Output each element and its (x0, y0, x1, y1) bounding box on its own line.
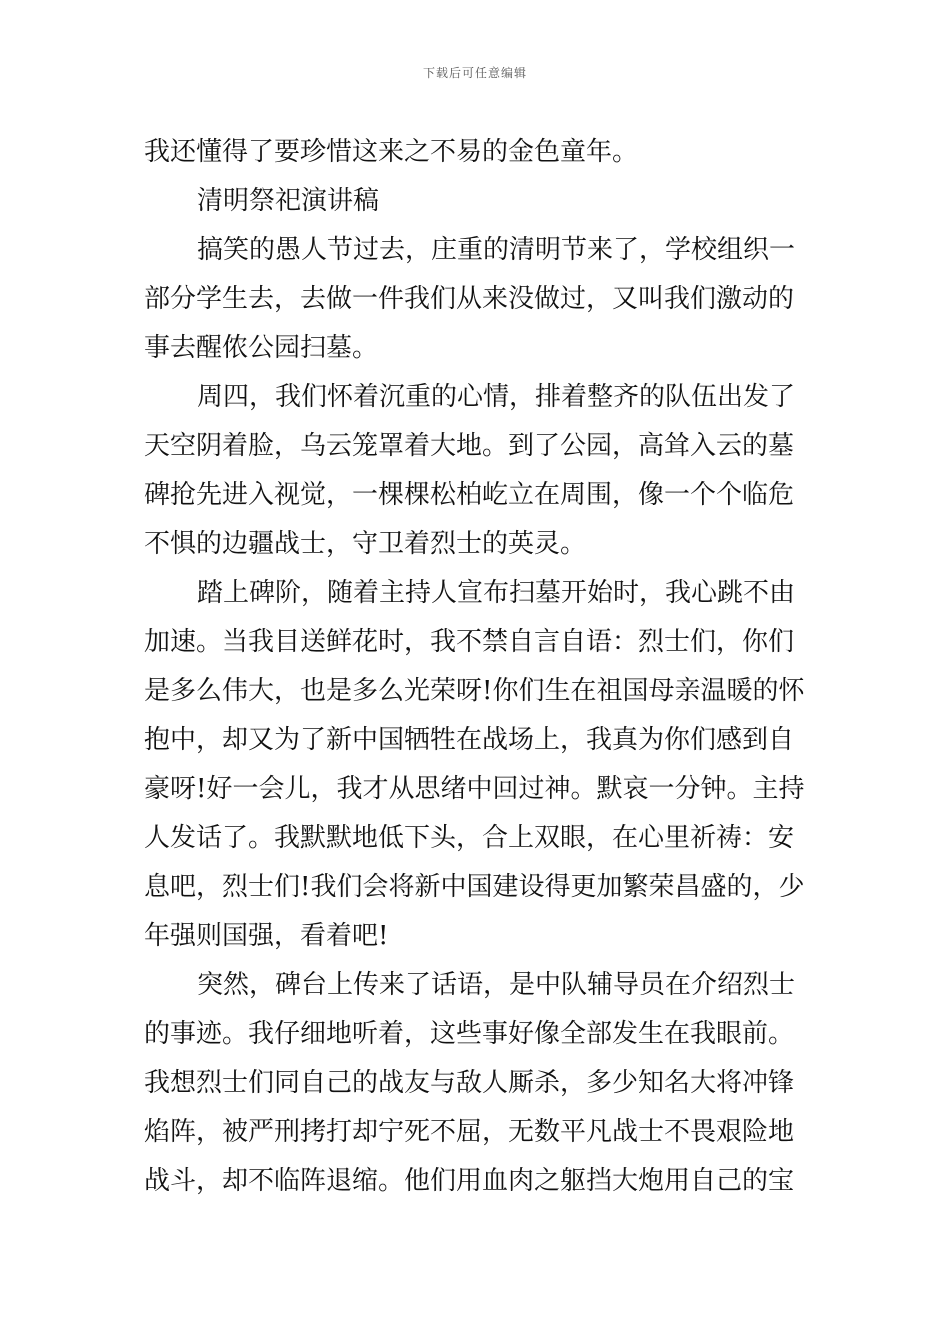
text-line: 我还懂得了要珍惜这来之不易的金色童年。 (144, 137, 639, 167)
text-line: 周四，我们怀着沉重的心情，排着整齐的队伍出发了 (197, 382, 796, 412)
section-title: 清明祭祀演讲稿 (197, 186, 380, 216)
text-line: 踏上碑阶，随着主持人宣布扫墓开始时，我心跳不由 (197, 578, 796, 608)
text-line: 突然，碑台上传来了话语，是中队辅导员在介绍烈士 (197, 970, 796, 1000)
text-line: 战斗，却不临阵退缩。他们用血肉之躯挡大炮用自己的宝 (144, 1166, 795, 1196)
text-line: 搞笑的愚人节过去，庄重的清明节来了，学校组织一 (197, 235, 796, 265)
page-header-note: 下载后可任意编辑 (422, 66, 527, 80)
text-line: 部分学生去，去做一件我们从来没做过，又叫我们激动的 (144, 284, 795, 314)
text-line: 的事迹。我仔细地听着，这些事好像全部发生在我眼前。 (144, 1019, 795, 1049)
document-body (144, 128, 806, 1206)
text-line: 天空阴着脸，乌云笼罩着大地。到了公园，高耸入云的墓 (144, 431, 795, 461)
text-line: 不惧的边疆战士，守卫着烈士的英灵。 (144, 529, 587, 559)
text-line: 碑抢先进入视觉，一棵棵松柏屹立在周围，像一个个临危 (144, 480, 795, 510)
text-line: 息吧，烈士们!我们会将新中国建设得更加繁荣昌盛的，少 (144, 872, 805, 902)
text-line: 我想烈士们同自己的战友与敌人厮杀，多少知名大将冲锋 (144, 1068, 795, 1098)
text-line: 是多么伟大，也是多么光荣呀!你们生在祖国母亲温暖的怀 (144, 676, 805, 706)
text-line: 事去醒侬公园扫墓。 (144, 333, 379, 363)
text-line: 加速。当我目送鲜花时，我不禁自言自语：烈士们，你们 (144, 627, 795, 657)
text-line: 年强则国强，看着吧! (144, 921, 389, 951)
text-line: 豪呀!好一会儿，我才从思绪中回过神。默哀一分钟。主持 (144, 774, 805, 804)
text-line: 人发话了。我默默地低下头，合上双眼，在心里祈祷：安 (144, 823, 795, 853)
text-line: 焰阵，被严刑拷打却宁死不屈，无数平凡战士不畏艰险地 (144, 1117, 795, 1147)
text-line: 抱中，却又为了新中国牺牲在战场上，我真为你们感到自 (144, 725, 795, 755)
